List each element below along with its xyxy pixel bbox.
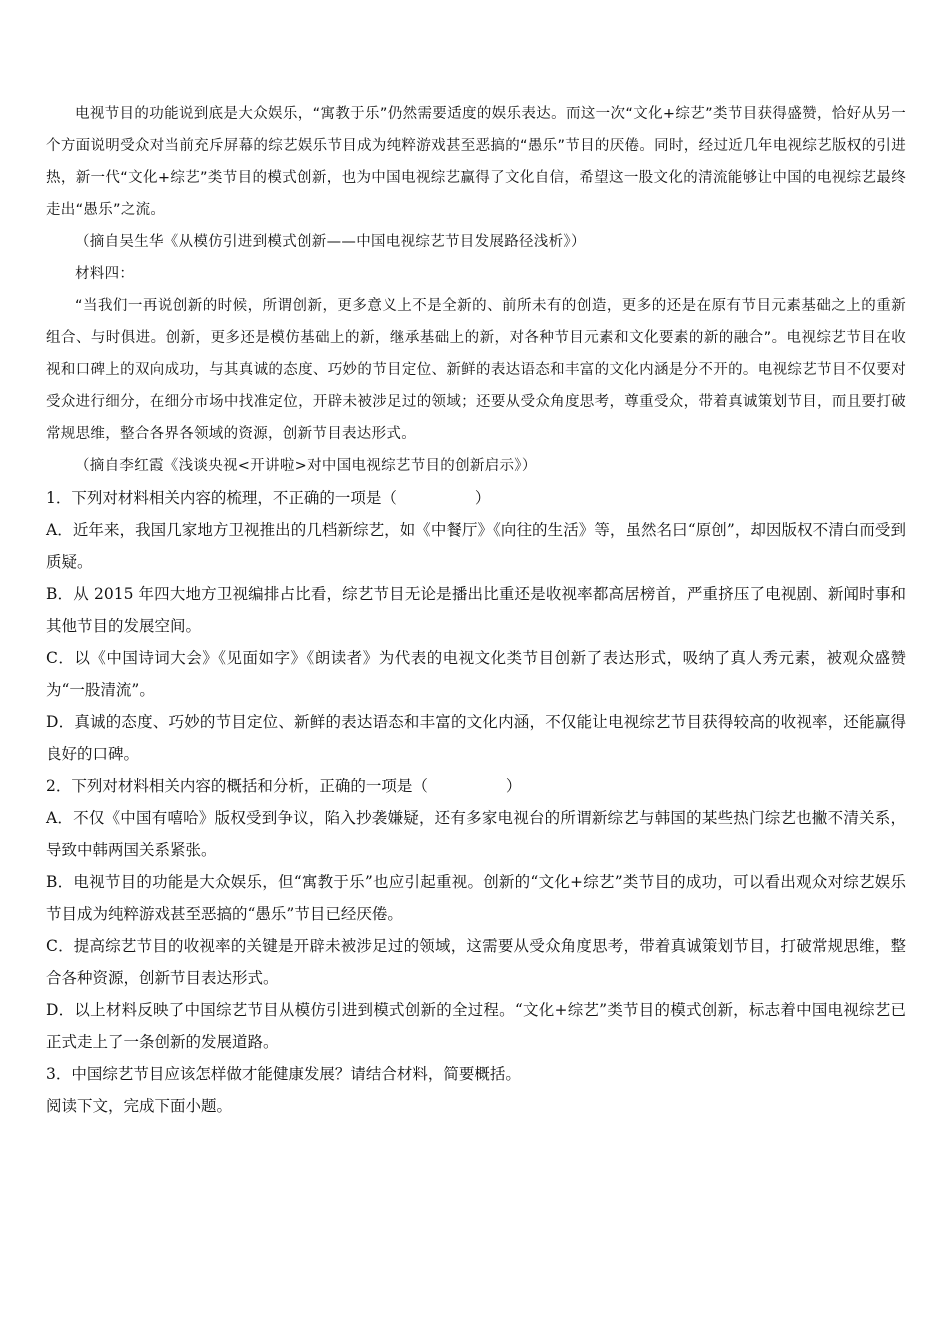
question-2-option-a: A．不仅《中国有嘻哈》版权受到争议，陷入抄袭嫌疑，还有多家电视台的所谓新综艺与韩国的某些热门综艺也撇不清关系，导致中韩两国关系紧张。: [46, 809, 906, 859]
material3-paragraph: 电视节目的功能说到底是大众娱乐，“寓教于乐”仍然需要适度的娱乐表达。而这一次“文化+综艺”类节目获得盛赞，恰好从另一个方面说明受众对当前充斥屏幕的综艺娱乐节目成为纯粹游戏甚至恶搞的“愚乐”节目的厌倦。同时，经过近几年电视综艺版权的引进热，新一代“文化+综艺”类节目的模式创新，也为中国电视综艺赢得了文化自信，希望这一股文化的清流能够让中国的电视综艺最终走出“愚乐”之流。: [46, 106, 906, 218]
question-1-option-b: B．从 2015 年四大地方卫视编排占比看，综艺节目无论是播出比重还是收视率都高居榜首，严重挤压了电视剧、新闻时事和其他节目的发展空间。: [46, 585, 906, 635]
question-2-option-b: B．电视节目的功能是大众娱乐，但“寓教于乐”也应引起重视。创新的“文化+综艺”类节目的成功，可以看出观众对综艺娱乐节目成为纯粹游戏甚至恶搞的“愚乐”节目已经厌倦。: [46, 873, 906, 923]
material4-heading: 材料四：: [75, 266, 135, 282]
question-1-option-a: A．近年来，我国几家地方卫视推出的几档新综艺，如《中餐厅》《向往的生活》等，虽然名曰“原创”，却因版权不清白而受到质疑。: [46, 521, 906, 571]
question-2-option-c: C．提高综艺节目的收视率的关键是开辟未被涉足过的领域，这需要从受众角度思考，带着真诚策划节目，打破常规思维，整合各种资源，创新节目表达形式。: [46, 937, 906, 987]
question-1-option-c: C．以《中国诗词大会》《见面如字》《朗读者》为代表的电视文化类节目创新了表达形式，吸纳了真人秀元素，被观众盛赞为“一股清流”。: [46, 649, 906, 699]
question-1-option-d: D．真诚的态度、巧妙的节目定位、新鲜的表达语态和丰富的文化内涵，不仅能让电视综艺节目获得较高的收视率，还能赢得良好的口碑。: [46, 713, 906, 763]
question-2-option-d: D．以上材料反映了中国综艺节目从模仿引进到模式创新的全过程。“文化+综艺”类节目的模式创新，标志着中国电视综艺已正式走上了一条创新的发展道路。: [46, 1001, 906, 1051]
material4-source: （摘自李红霞《浅谈央视<开讲啦>对中国电视综艺节目的创新启示》）: [75, 458, 537, 474]
question-2-stem: 2．下列对材料相关内容的概括和分析，正确的一项是（ ）: [46, 777, 522, 795]
document-page: [46, 98, 906, 1122]
question-1-stem: 1．下列对材料相关内容的梳理，不正确的一项是（ ）: [46, 489, 491, 507]
question-3-stem: 3．中国综艺节目应该怎样做才能健康发展？请结合材料，简要概括。: [46, 1065, 521, 1083]
material4-paragraph: “当我们一再说创新的时候，所谓创新，更多意义上不是全新的、前所未有的创造，更多的还是在原有节目元素基础之上的重新组合、与时俱进。创新，更多还是模仿基础上的新，继承基础上的新，对各种节目元素和文化要素的新的融合”。电视综艺节目在收视和口碑上的双向成功，与其真诚的态度、巧妙的节目定位、新鲜的表达语态和丰富的文化内涵是分不开的。电视综艺节目不仅要对受众进行细分，在细分市场中找准定位，开辟未被涉足过的领域；还要从受众角度思考，尊重受众，带着真诚策划节目，而且要打破常规思维，整合各界各领域的资源，创新节目表达形式。: [46, 298, 906, 442]
material3-source: （摘自吴生华《从模仿引进到模式创新——中国电视综艺节目发展路径浅析》）: [75, 234, 586, 250]
reading-instruction: 阅读下文，完成下面小题。: [46, 1097, 233, 1115]
